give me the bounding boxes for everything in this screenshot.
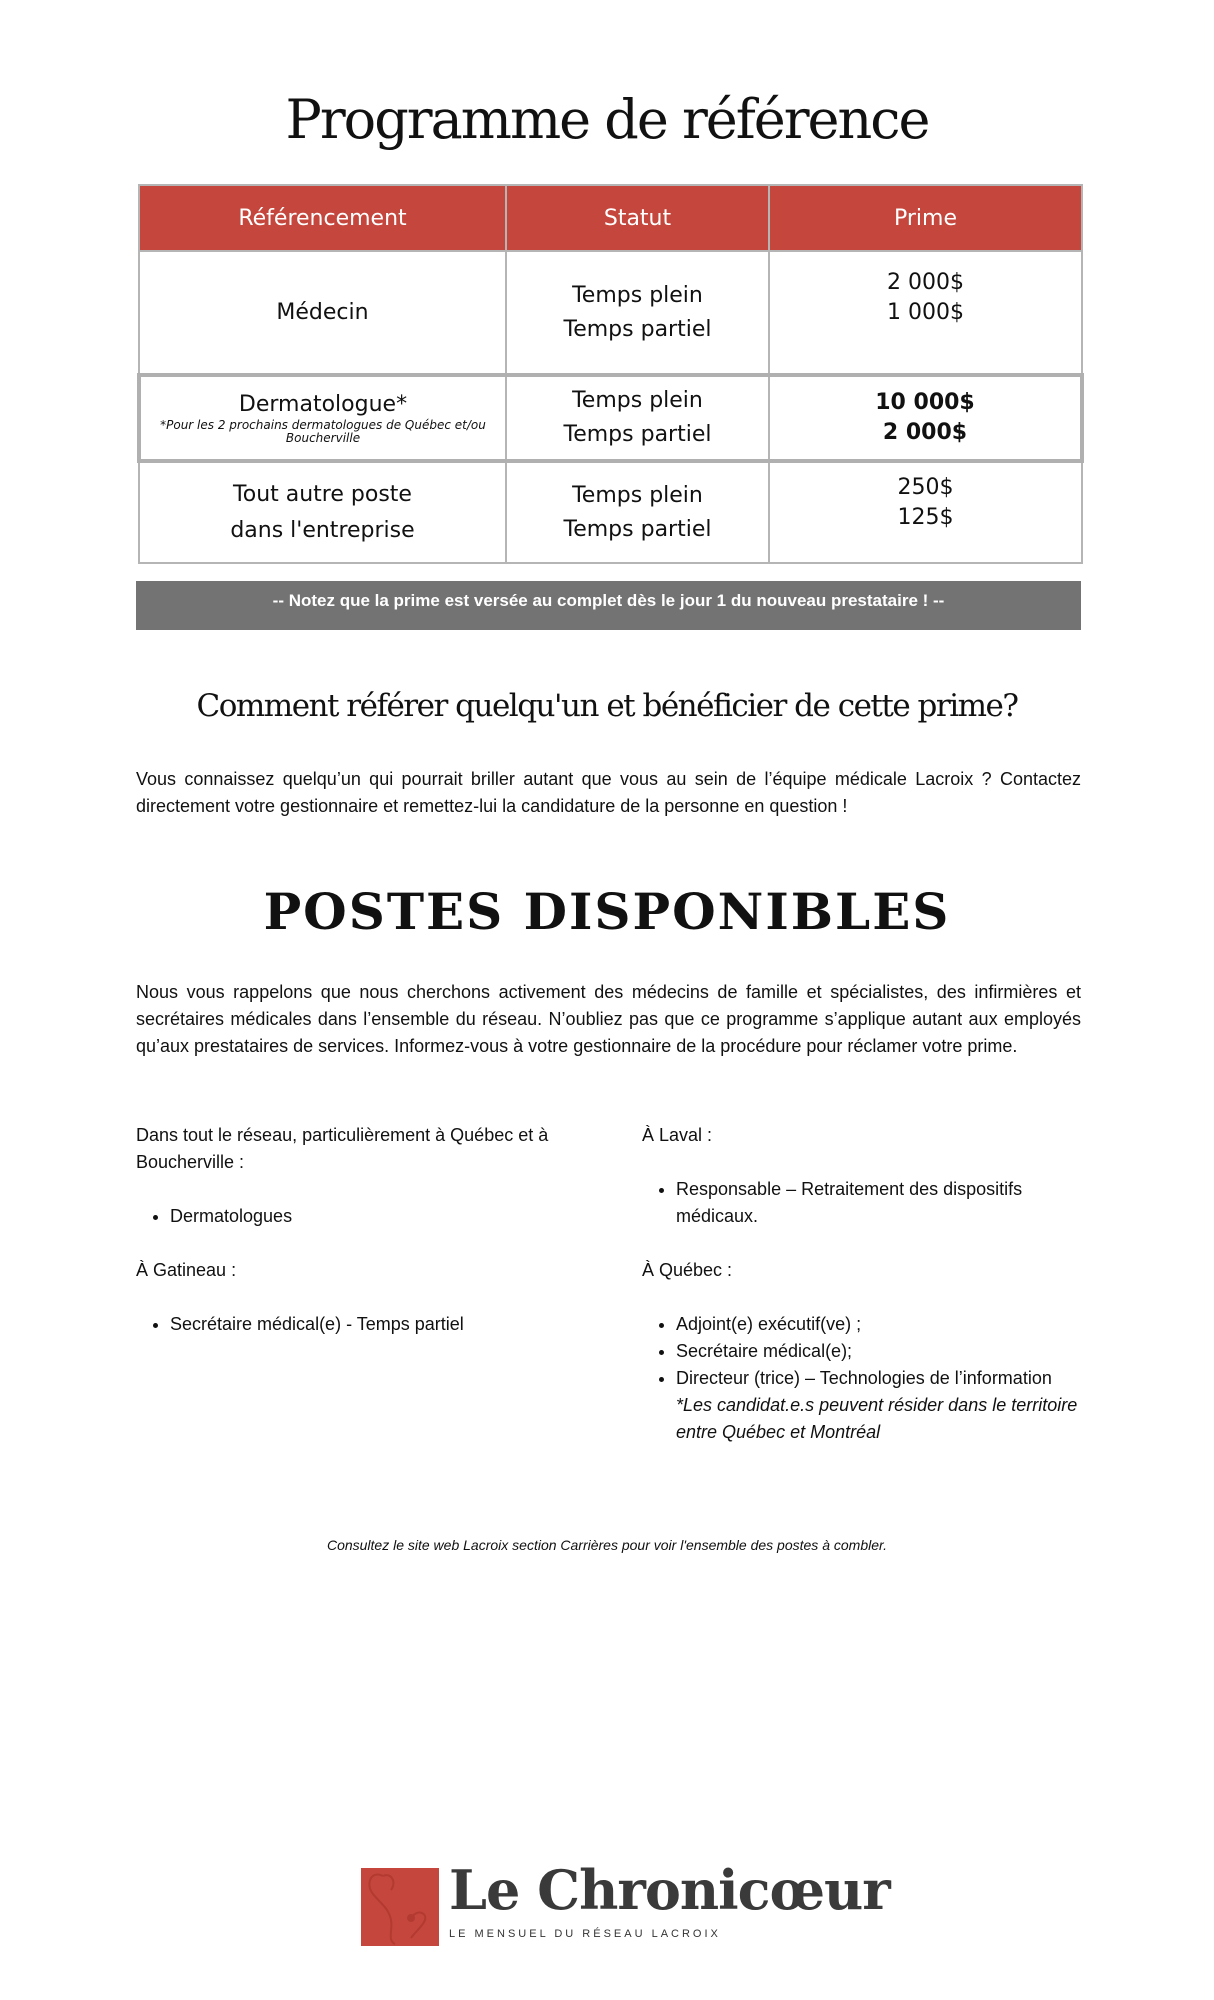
cell-prime (769, 461, 1082, 563)
stethoscope-heart-icon (361, 1868, 439, 1946)
referencement-note: *Pour les 2 prochains dermatologues de Québec et/ou Boucherville (160, 418, 486, 445)
prime-full-time: 250$ (897, 475, 954, 500)
postes-intro: Nous vous rappelons que nous cherchons activement des médecins de famille et spécialistes, des infirmières et secrétaires médicales dans l’ensemble du réseau. N’oubliez pas que ce programme s’applique autant aux employés qu’aux prestataires de services. Informez-vous à votre gestionnaire de la procédure pour réclamer votre prime. (136, 982, 1081, 1056)
logo-title: Le Chronicœur (449, 1858, 890, 1922)
cell-statut (506, 461, 769, 563)
referencement-label: Dermatologue* (238, 392, 408, 417)
position-item: • Secrétaire médical(e) - Temps partiel (170, 1311, 596, 1338)
position-list (642, 1311, 1082, 1446)
cell-statut (506, 251, 769, 375)
cell-statut (506, 375, 769, 461)
position-item: • Adjoint(e) exécutif(ve) ; (676, 1311, 1082, 1338)
location-label: À Laval : (642, 1125, 713, 1145)
statut-full-time: Temps plein (572, 388, 703, 413)
location-label: Dans tout le réseau, particulièrement à Québec et à Boucherville : (136, 1125, 549, 1172)
statut-full-time: Temps plein (572, 282, 703, 308)
position-item: • Responsable – Retraitement des dispositifs médicaux. (676, 1176, 1082, 1230)
header-statut: Statut (506, 185, 769, 251)
table-row (139, 375, 1082, 461)
cell-prime (769, 375, 1082, 461)
location-label: À Gatineau : (136, 1260, 237, 1280)
statut-full-time: Temps plein (572, 482, 703, 508)
header-referencement: Référencement (139, 185, 506, 251)
table-row (139, 461, 1082, 563)
header-prime: Prime (769, 185, 1082, 251)
table-header-row (139, 185, 1082, 251)
position-list (136, 1311, 596, 1338)
prime-part-time: 125$ (897, 505, 954, 530)
prime-part-time: 1 000$ (887, 300, 964, 325)
cell-prime (769, 251, 1082, 375)
table-row (139, 251, 1082, 375)
referencement-label-line1: Tout autre poste (233, 481, 412, 507)
referral-table (137, 184, 1084, 564)
position-item: • Secrétaire médical(e); (676, 1338, 1082, 1365)
statut-part-time: Temps partiel (563, 316, 712, 342)
statut-part-time: Temps partiel (563, 422, 712, 447)
referencement-label-line2: dans l'entreprise (230, 517, 415, 543)
location-label: À Québec : (642, 1260, 733, 1280)
position-item (676, 1365, 1082, 1446)
how-to-body: Vous connaissez quelqu’un qui pourrait briller autant que vous au sein de l’équipe médicale Lacroix ? Contactez directement votre gestionnaire et remettez-lui la candidature de la personne en question ! (136, 769, 1081, 816)
careers-footer-note: Consultez le site web Lacroix section Carrières pour voir l'ensemble des postes à combler. (326, 1537, 888, 1553)
cell-referencement (139, 375, 506, 461)
postes-heading: POSTES DISPONIBLES (263, 882, 951, 941)
cell-referencement (139, 461, 506, 563)
position-item: • Dermatologues (170, 1203, 596, 1230)
residence-note: *Les candidat.e.s peuvent résider dans le territoire entre Québec et Montréal (676, 1395, 1078, 1442)
position-list (642, 1176, 1082, 1230)
prime-full-time: 10 000$ (875, 390, 975, 415)
prime-part-time: 2 000$ (882, 420, 968, 445)
cell-referencement (139, 251, 506, 375)
postes-left-column (136, 1122, 596, 1365)
newsletter-logo (361, 1858, 890, 1948)
statut-part-time: Temps partiel (563, 516, 712, 542)
prime-full-time: 2 000$ (887, 270, 964, 295)
how-to-heading: Comment référer quelqu'un et bénéficier de cette prime? (196, 688, 1018, 724)
position-item-label: Directeur (trice) – Technologies de l’information (676, 1368, 1052, 1388)
referencement-label: Médecin (276, 299, 369, 325)
notice-banner: -- Notez que la prime est versée au complet dès le jour 1 du nouveau prestataire ! -- (136, 581, 1081, 630)
position-list (136, 1203, 596, 1230)
page-title: Programme de référence (285, 88, 929, 151)
postes-right-column (642, 1122, 1082, 1473)
logo-subtitle: LE MENSUEL DU RÉSEAU LACROIX (449, 1928, 721, 1940)
